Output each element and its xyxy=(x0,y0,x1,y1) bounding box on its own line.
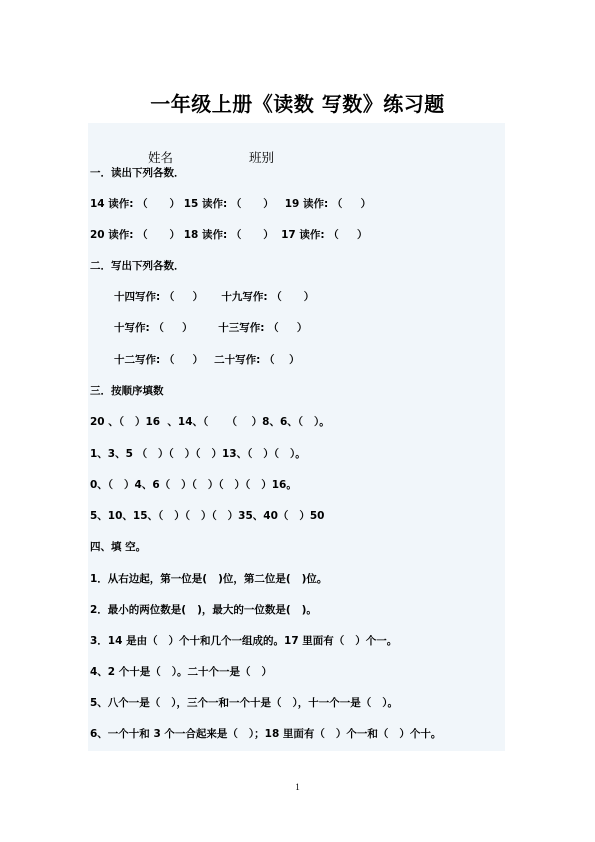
question-line: 5、10、15、（ ）（ ）（ ）35、40（ ）50 xyxy=(90,510,325,522)
question-line: 2．最小的两位数是( )，最大的一位数是( )。 xyxy=(90,604,317,616)
question-line: 1、3、5 （ ）（ ）（ ）13、（ ）（ ）。 xyxy=(90,448,306,460)
question-line: 5、八个一是（ ），三个一和一个十是（ ），十一个一是（ ）。 xyxy=(90,697,398,709)
question-line: 3．14 是由（ ）个十和几个一组成的。17 里面有（ ）个一。 xyxy=(90,635,398,647)
question-line: 1．从右边起，第一位是( )位，第二位是( )位。 xyxy=(90,573,328,585)
header-fields xyxy=(140,133,274,166)
question-line: 十写作: （ ） 十三写作: （ ） xyxy=(114,322,308,334)
worksheet-panel xyxy=(88,123,505,751)
question-line: 20 读作: （ ） 18 读作: （ ） 17 读作: （ ） xyxy=(90,229,368,241)
question-line: 14 读作: （ ） 15 读作: （ ） 19 读作: （ ） xyxy=(90,198,372,210)
page-number: 1 xyxy=(295,782,300,792)
question-line: 十二写作: （ ） 二十写作: （ ） xyxy=(114,354,300,366)
section-4-heading: 四、填 空。 xyxy=(90,541,147,553)
question-line: 20 、（ ）16 、14、（ （ ）8、6、（ ）。 xyxy=(90,416,330,428)
question-line: 6、一个十和 3 个一合起来是（ ）；18 里面有（ ）个一和（ ）个十。 xyxy=(90,728,442,740)
question-line: 4、2 个十是（ ）。二十个一是（ ） xyxy=(90,666,272,678)
section-3-heading: 三．按顺序填数 xyxy=(90,385,164,397)
class-label: 班别 xyxy=(248,150,274,165)
name-label: 姓名 xyxy=(147,150,173,165)
section-2-heading: 二．写出下列各数． xyxy=(90,260,185,272)
question-line: 十四写作: （ ） 十九写作: （ ） xyxy=(114,291,315,303)
page-title: 一年级上册《读数 写数》练习题 xyxy=(150,92,445,116)
section-1-heading: 一．读出下列各数． xyxy=(90,167,185,179)
question-line: 0、（ ）4、6（ ）（ ）（ ）（ ）16。 xyxy=(90,479,297,491)
